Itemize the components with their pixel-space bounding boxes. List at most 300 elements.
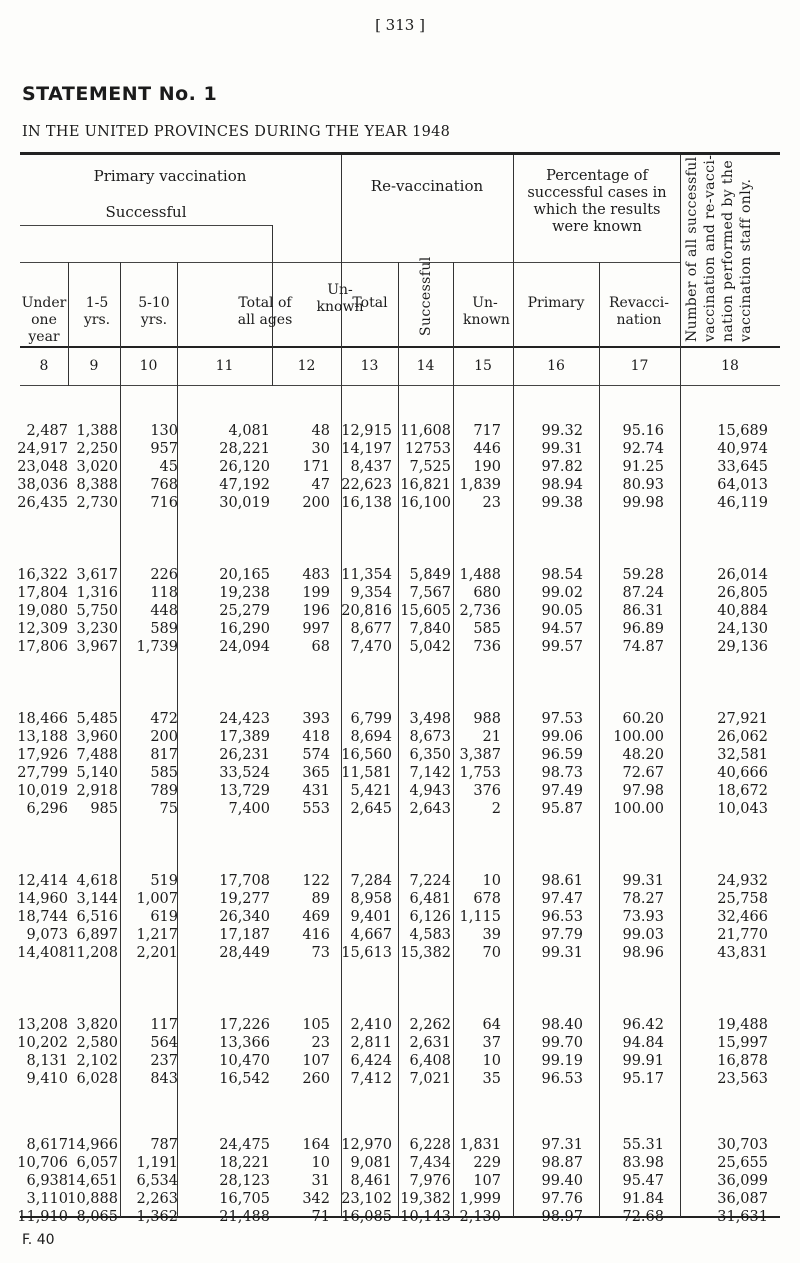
- table-cell: 25,279: [219, 603, 270, 619]
- unknown-revac-header: Un- known: [463, 295, 510, 328]
- table-cell: 68: [311, 639, 330, 655]
- under-one-year-header: Under one year: [21, 295, 67, 345]
- table-cell: 117: [150, 1017, 178, 1033]
- table-cell: 97.53: [541, 711, 583, 727]
- revaccination-header: Re-vaccination: [370, 177, 484, 195]
- table-cell: 1,191: [136, 1155, 178, 1171]
- total-all-ages-header: Total of all ages: [237, 295, 293, 328]
- table-cell: 99.02: [541, 585, 583, 601]
- table-cell: 96.53: [541, 1071, 583, 1087]
- table-cell: 6,481: [409, 891, 451, 907]
- table-cell: 95.47: [622, 1173, 664, 1189]
- table-cell: 32,466: [717, 909, 768, 925]
- table-cell: 19,080: [17, 603, 68, 619]
- table-cell: 14,197: [341, 441, 392, 457]
- table-cell: 1,217: [136, 927, 178, 943]
- table-cell: 1,007: [136, 891, 178, 907]
- table-cell: 98.87: [541, 1155, 583, 1171]
- table-cell: 70: [482, 945, 501, 961]
- yrs-5-10-header: 5-10 yrs.: [138, 295, 170, 328]
- table-cell: 99.03: [622, 927, 664, 943]
- table-cell: 2,811: [350, 1035, 392, 1051]
- table-cell: 200: [302, 495, 330, 511]
- column-number: 8: [39, 358, 49, 374]
- table-cell: 23,102: [341, 1191, 392, 1207]
- table-cell: 33,524: [219, 765, 270, 781]
- table-cell: 20,165: [219, 567, 270, 583]
- table-cell: 19,382: [400, 1191, 451, 1207]
- table-cell: 589: [150, 621, 178, 637]
- column-number: 18: [721, 358, 739, 374]
- table-cell: 32,581: [717, 747, 768, 763]
- table-cell: 1,316: [76, 585, 118, 601]
- table-cell: 45: [159, 459, 178, 475]
- table-cell: 1,999: [459, 1191, 501, 1207]
- table-cell: 10: [482, 873, 501, 889]
- table-cell: 16,705: [219, 1191, 270, 1207]
- table-cell: 10,202: [17, 1035, 68, 1051]
- table-cell: 1,388: [76, 423, 118, 439]
- table-cell: 31,631: [717, 1209, 768, 1225]
- table-cell: 985: [90, 801, 118, 817]
- table-cell: 27,921: [717, 711, 768, 727]
- table-cell: 99.70: [541, 1035, 583, 1051]
- successful-header: Successful: [105, 203, 187, 221]
- table-cell: 98.73: [541, 765, 583, 781]
- table-cell: 48.20: [622, 747, 664, 763]
- table-cell: 97.79: [541, 927, 583, 943]
- table-cell: 94.57: [541, 621, 583, 637]
- primary-pct-header: Primary: [527, 295, 585, 311]
- table-cell: 1,753: [459, 765, 501, 781]
- table-cell: 787: [150, 1137, 178, 1153]
- table-cell: 15,997: [717, 1035, 768, 1051]
- column-number: 13: [360, 358, 379, 374]
- table-cell: 6,296: [26, 801, 68, 817]
- table-cell: 2,631: [409, 1035, 451, 1051]
- subheader-rule: [20, 262, 680, 263]
- table-cell: 8,388: [76, 477, 118, 493]
- table-cell: 26,231: [219, 747, 270, 763]
- table-cell: 91.84: [622, 1191, 664, 1207]
- table-cell: 16,821: [400, 477, 451, 493]
- table-cell: 105: [302, 1017, 330, 1033]
- table-cell: 30,019: [219, 495, 270, 511]
- table-cell: 16,085: [341, 1209, 392, 1225]
- table-cell: 4,618: [76, 873, 118, 889]
- table-cell: 96.59: [541, 747, 583, 763]
- table-cell: 200: [150, 729, 178, 745]
- table-cell: 19,238: [219, 585, 270, 601]
- table-cell: 26,014: [717, 567, 768, 583]
- statement-subtitle: IN THE UNITED PROVINCES DURING THE YEAR 1948: [22, 124, 451, 140]
- table-cell: 1,115: [459, 909, 501, 925]
- table-cell: 376: [473, 783, 501, 799]
- table-cell: 28,123: [219, 1173, 270, 1189]
- table-cell: 988: [473, 711, 501, 727]
- table-cell: 2,918: [76, 783, 118, 799]
- table-cell: 6,057: [76, 1155, 118, 1171]
- table-cell: 73: [311, 945, 330, 961]
- table-cell: 6,408: [409, 1053, 451, 1069]
- table-cell: 16,290: [219, 621, 270, 637]
- table-cell: 768: [150, 477, 178, 493]
- table-cell: 99.32: [541, 423, 583, 439]
- table-cell: 7,400: [228, 801, 270, 817]
- table-cell: 6,516: [76, 909, 118, 925]
- table-cell: 99.31: [622, 873, 664, 889]
- table-cell: 23,048: [17, 459, 68, 475]
- table-cell: 46,119: [717, 495, 768, 511]
- successful-rule: [20, 225, 272, 226]
- table-cell: 6,028: [76, 1071, 118, 1087]
- table-cell: 393: [302, 711, 330, 727]
- statement-title: STATEMENT No. 1: [22, 83, 218, 105]
- table-cell: 678: [473, 891, 501, 907]
- table-cell: 98.54: [541, 567, 583, 583]
- table-cell: 95.87: [541, 801, 583, 817]
- table-cell: 8,617: [26, 1137, 68, 1153]
- table-cell: 97.31: [541, 1137, 583, 1153]
- table-cell: 416: [302, 927, 330, 943]
- table-cell: 9,081: [350, 1155, 392, 1171]
- table-cell: 24,130: [717, 621, 768, 637]
- column-number: 12: [297, 358, 316, 374]
- table-cell: 30: [311, 441, 330, 457]
- table-cell: 7,840: [409, 621, 451, 637]
- table-cell: 36,099: [717, 1173, 768, 1189]
- table-cell: 74.87: [622, 639, 664, 655]
- table-cell: 87.24: [622, 585, 664, 601]
- table-cell: 24,917: [17, 441, 68, 457]
- table-cell: 11,208: [67, 945, 118, 961]
- table-cell: 94.84: [622, 1035, 664, 1051]
- table-cell: 12,414: [17, 873, 68, 889]
- table-cell: 237: [150, 1053, 178, 1069]
- table-cell: 5,849: [409, 567, 451, 583]
- table-cell: 8,958: [350, 891, 392, 907]
- table-cell: 91.25: [622, 459, 664, 475]
- table-cell: 71: [311, 1209, 330, 1225]
- table-cell: 97.82: [541, 459, 583, 475]
- table-cell: 9,401: [350, 909, 392, 925]
- table-cell: 40,666: [717, 765, 768, 781]
- table-cell: 21,770: [717, 927, 768, 943]
- table-cell: 8,677: [350, 621, 392, 637]
- table-cell: 90.05: [541, 603, 583, 619]
- table-cell: 107: [473, 1173, 501, 1189]
- table-cell: 4,081: [228, 423, 270, 439]
- table-cell: 9,073: [26, 927, 68, 943]
- table-cell: 3,110: [26, 1191, 68, 1207]
- table-cell: 96.42: [622, 1017, 664, 1033]
- table-cell: 80.93: [622, 477, 664, 493]
- table-cell: 7,470: [350, 639, 392, 655]
- col18-header-line: nation performed by the: [720, 159, 736, 342]
- table-cell: 18,744: [17, 909, 68, 925]
- table-cell: 519: [150, 873, 178, 889]
- table-cell: 2,645: [350, 801, 392, 817]
- table-cell: 95.17: [622, 1071, 664, 1087]
- table-cell: 472: [150, 711, 178, 727]
- table-cell: 86.31: [622, 603, 664, 619]
- table-cell: 3,230: [76, 621, 118, 637]
- table-cell: 60.20: [622, 711, 664, 727]
- table-cell: 25,758: [717, 891, 768, 907]
- table-cell: 12,970: [341, 1137, 392, 1153]
- table-cell: 28,449: [219, 945, 270, 961]
- table-cell: 10,143: [400, 1209, 451, 1225]
- table-cell: 2,487: [26, 423, 68, 439]
- table-cell: 2,130: [459, 1209, 501, 1225]
- table-cell: 23: [311, 1035, 330, 1051]
- table-cell: 16,322: [17, 567, 68, 583]
- table-cell: 164: [302, 1137, 330, 1153]
- table-cell: 5,750: [76, 603, 118, 619]
- table-cell: 23,563: [717, 1071, 768, 1087]
- table-cell: 26,340: [219, 909, 270, 925]
- table-cell: 33,645: [717, 459, 768, 475]
- column-number: 9: [89, 358, 99, 374]
- table-cell: 13,208: [17, 1017, 68, 1033]
- column-number: 17: [630, 358, 649, 374]
- table-cell: 17,708: [219, 873, 270, 889]
- table-cell: 97.49: [541, 783, 583, 799]
- table-cell: 9,410: [26, 1071, 68, 1087]
- table-cell: 25,655: [717, 1155, 768, 1171]
- table-cell: 26,120: [219, 459, 270, 475]
- table-cell: 2,102: [76, 1053, 118, 1069]
- table-cell: 9,354: [350, 585, 392, 601]
- successful-revac-header: Successful: [418, 256, 434, 336]
- table-cell: 17,389: [219, 729, 270, 745]
- table-cell: 190: [473, 459, 501, 475]
- table-cell: 574: [302, 747, 330, 763]
- table-cell: 64: [482, 1017, 501, 1033]
- table-cell: 2,250: [76, 441, 118, 457]
- table-cell: 957: [150, 441, 178, 457]
- table-cell: 789: [150, 783, 178, 799]
- table-cell: 11,608: [400, 423, 451, 439]
- table-cell: 130: [150, 423, 178, 439]
- table-cell: 4,583: [409, 927, 451, 943]
- table-cell: 97.76: [541, 1191, 583, 1207]
- table-cell: 10: [482, 1053, 501, 1069]
- table-cell: 20,816: [341, 603, 392, 619]
- table-cell: 95.16: [622, 423, 664, 439]
- table-cell: 5,485: [76, 711, 118, 727]
- table-cell: 31: [311, 1173, 330, 1189]
- table-cell: 3,820: [76, 1017, 118, 1033]
- table-cell: 260: [302, 1071, 330, 1087]
- table-cell: 229: [473, 1155, 501, 1171]
- table-cell: 39: [482, 927, 501, 943]
- table-cell: 89: [311, 891, 330, 907]
- table-cell: 7,284: [350, 873, 392, 889]
- table-cell: 78.27: [622, 891, 664, 907]
- table-cell: 59.28: [622, 567, 664, 583]
- table-cell: 28,221: [219, 441, 270, 457]
- table-cell: 3,387: [459, 747, 501, 763]
- table-cell: 16,100: [400, 495, 451, 511]
- table-cell: 21,488: [219, 1209, 270, 1225]
- table-cell: 96.89: [622, 621, 664, 637]
- table-cell: 98.94: [541, 477, 583, 493]
- table-cell: 843: [150, 1071, 178, 1087]
- table-cell: 15,689: [717, 423, 768, 439]
- table-cell: 36,087: [717, 1191, 768, 1207]
- table-cell: 12753: [404, 441, 451, 457]
- table-cell: 99.98: [622, 495, 664, 511]
- table-cell: 3,967: [76, 639, 118, 655]
- table-cell: 18,221: [219, 1155, 270, 1171]
- table-cell: 24,423: [219, 711, 270, 727]
- header-bottom-rule: [20, 346, 780, 348]
- table-cell: 680: [473, 585, 501, 601]
- table-cell: 26,435: [17, 495, 68, 511]
- table-cell: 3,498: [409, 711, 451, 727]
- table-cell: 7,021: [409, 1071, 451, 1087]
- table-cell: 97.47: [541, 891, 583, 907]
- table-cell: 418: [302, 729, 330, 745]
- table-cell: 431: [302, 783, 330, 799]
- table-cell: 2: [491, 801, 501, 817]
- table-cell: 98.96: [622, 945, 664, 961]
- table-cell: 4,667: [350, 927, 392, 943]
- table-cell: 40,974: [717, 441, 768, 457]
- table-cell: 23: [482, 495, 501, 511]
- table-cell: 17,806: [17, 639, 68, 655]
- table-cell: 27,799: [17, 765, 68, 781]
- yrs-1-5-header: 1-5 yrs.: [83, 295, 111, 328]
- table-cell: 2,410: [350, 1017, 392, 1033]
- table-cell: 1,739: [136, 639, 178, 655]
- table-cell: 18,466: [17, 711, 68, 727]
- primary-vaccination-header: Primary vaccination: [93, 167, 247, 185]
- table-cell: 17,226: [219, 1017, 270, 1033]
- table-cell: 5,140: [76, 765, 118, 781]
- table-cell: 717: [473, 423, 501, 439]
- table-cell: 6,799: [350, 711, 392, 727]
- table-cell: 1,488: [459, 567, 501, 583]
- table-cell: 11,581: [341, 765, 392, 781]
- table-cell: 5,421: [350, 783, 392, 799]
- table-cell: 73.93: [622, 909, 664, 925]
- table-cell: 18,672: [717, 783, 768, 799]
- table-cell: 8,461: [350, 1173, 392, 1189]
- table-cell: 10,043: [717, 801, 768, 817]
- table-cell: 8,131: [26, 1053, 68, 1069]
- table-cell: 100.00: [613, 801, 664, 817]
- table-cell: 2,201: [136, 945, 178, 961]
- table-cell: 553: [302, 801, 330, 817]
- table-cell: 6,228: [409, 1137, 451, 1153]
- table-cell: 24,094: [219, 639, 270, 655]
- table-cell: 16,542: [219, 1071, 270, 1087]
- table-cell: 483: [302, 567, 330, 583]
- table-cell: 19,488: [717, 1017, 768, 1033]
- table-cell: 7,224: [409, 873, 451, 889]
- table-cell: 6,350: [409, 747, 451, 763]
- table-cell: 171: [302, 459, 330, 475]
- table-cell: 226: [150, 567, 178, 583]
- table-cell: 99.38: [541, 495, 583, 511]
- table-cell: 72.68: [622, 1209, 664, 1225]
- table-cell: 817: [150, 747, 178, 763]
- table-cell: 585: [150, 765, 178, 781]
- table-cell: 97.98: [622, 783, 664, 799]
- table-cell: 7,976: [409, 1173, 451, 1189]
- table-cell: 99.19: [541, 1053, 583, 1069]
- table-cell: 6,897: [76, 927, 118, 943]
- table-cell: 29,136: [717, 639, 768, 655]
- table-cell: 14,408: [17, 945, 68, 961]
- table-cell: 8,694: [350, 729, 392, 745]
- table-cell: 8,065: [76, 1209, 118, 1225]
- table-cell: 47: [311, 477, 330, 493]
- table-cell: 99.31: [541, 441, 583, 457]
- table-cell: 446: [473, 441, 501, 457]
- column-number: 11: [215, 358, 234, 374]
- table-cell: 6,424: [350, 1053, 392, 1069]
- table-cell: 365: [302, 765, 330, 781]
- table-cell: 26,805: [717, 585, 768, 601]
- table-cell: 24,475: [219, 1137, 270, 1153]
- table-cell: 2,580: [76, 1035, 118, 1051]
- table-cell: 16,138: [341, 495, 392, 511]
- table-cell: 14,651: [67, 1173, 118, 1189]
- table-cell: 30,703: [717, 1137, 768, 1153]
- table-cell: 716: [150, 495, 178, 511]
- table-cell: 13,188: [17, 729, 68, 745]
- table-cell: 8,673: [409, 729, 451, 745]
- table-cell: 196: [302, 603, 330, 619]
- colnum-bottom-rule: [20, 385, 780, 386]
- table-cell: 585: [473, 621, 501, 637]
- table-cell: 10,888: [67, 1191, 118, 1207]
- table-cell: 342: [302, 1191, 330, 1207]
- table-cell: 564: [150, 1035, 178, 1051]
- percentage-header: Percentage of successful cases in which the results were known: [527, 168, 667, 235]
- table-cell: 4,943: [409, 783, 451, 799]
- table-cell: 2,730: [76, 495, 118, 511]
- table-cell: 122: [302, 873, 330, 889]
- table-cell: 83.98: [622, 1155, 664, 1171]
- table-cell: 98.40: [541, 1017, 583, 1033]
- table-cell: 14,960: [17, 891, 68, 907]
- table-cell: 37: [482, 1035, 501, 1051]
- table-cell: 10,470: [219, 1053, 270, 1069]
- table-top-rule: [20, 152, 780, 155]
- table-cell: 6,126: [409, 909, 451, 925]
- table-cell: 2,736: [459, 603, 501, 619]
- page-number: [ 313 ]: [375, 16, 425, 34]
- table-cell: 3,144: [76, 891, 118, 907]
- table-cell: 16,878: [717, 1053, 768, 1069]
- table-cell: 3,617: [76, 567, 118, 583]
- table-cell: 99.31: [541, 945, 583, 961]
- table-cell: 15,605: [400, 603, 451, 619]
- table-cell: 469: [302, 909, 330, 925]
- table-cell: 12,309: [17, 621, 68, 637]
- table-cell: 7,488: [76, 747, 118, 763]
- revaccination-pct-header: Revacci- nation: [609, 295, 669, 328]
- table-cell: 10,706: [17, 1155, 68, 1171]
- table-cell: 3,020: [76, 459, 118, 475]
- table-cell: 26,062: [717, 729, 768, 745]
- table-cell: 7,142: [409, 765, 451, 781]
- table-cell: 8,437: [350, 459, 392, 475]
